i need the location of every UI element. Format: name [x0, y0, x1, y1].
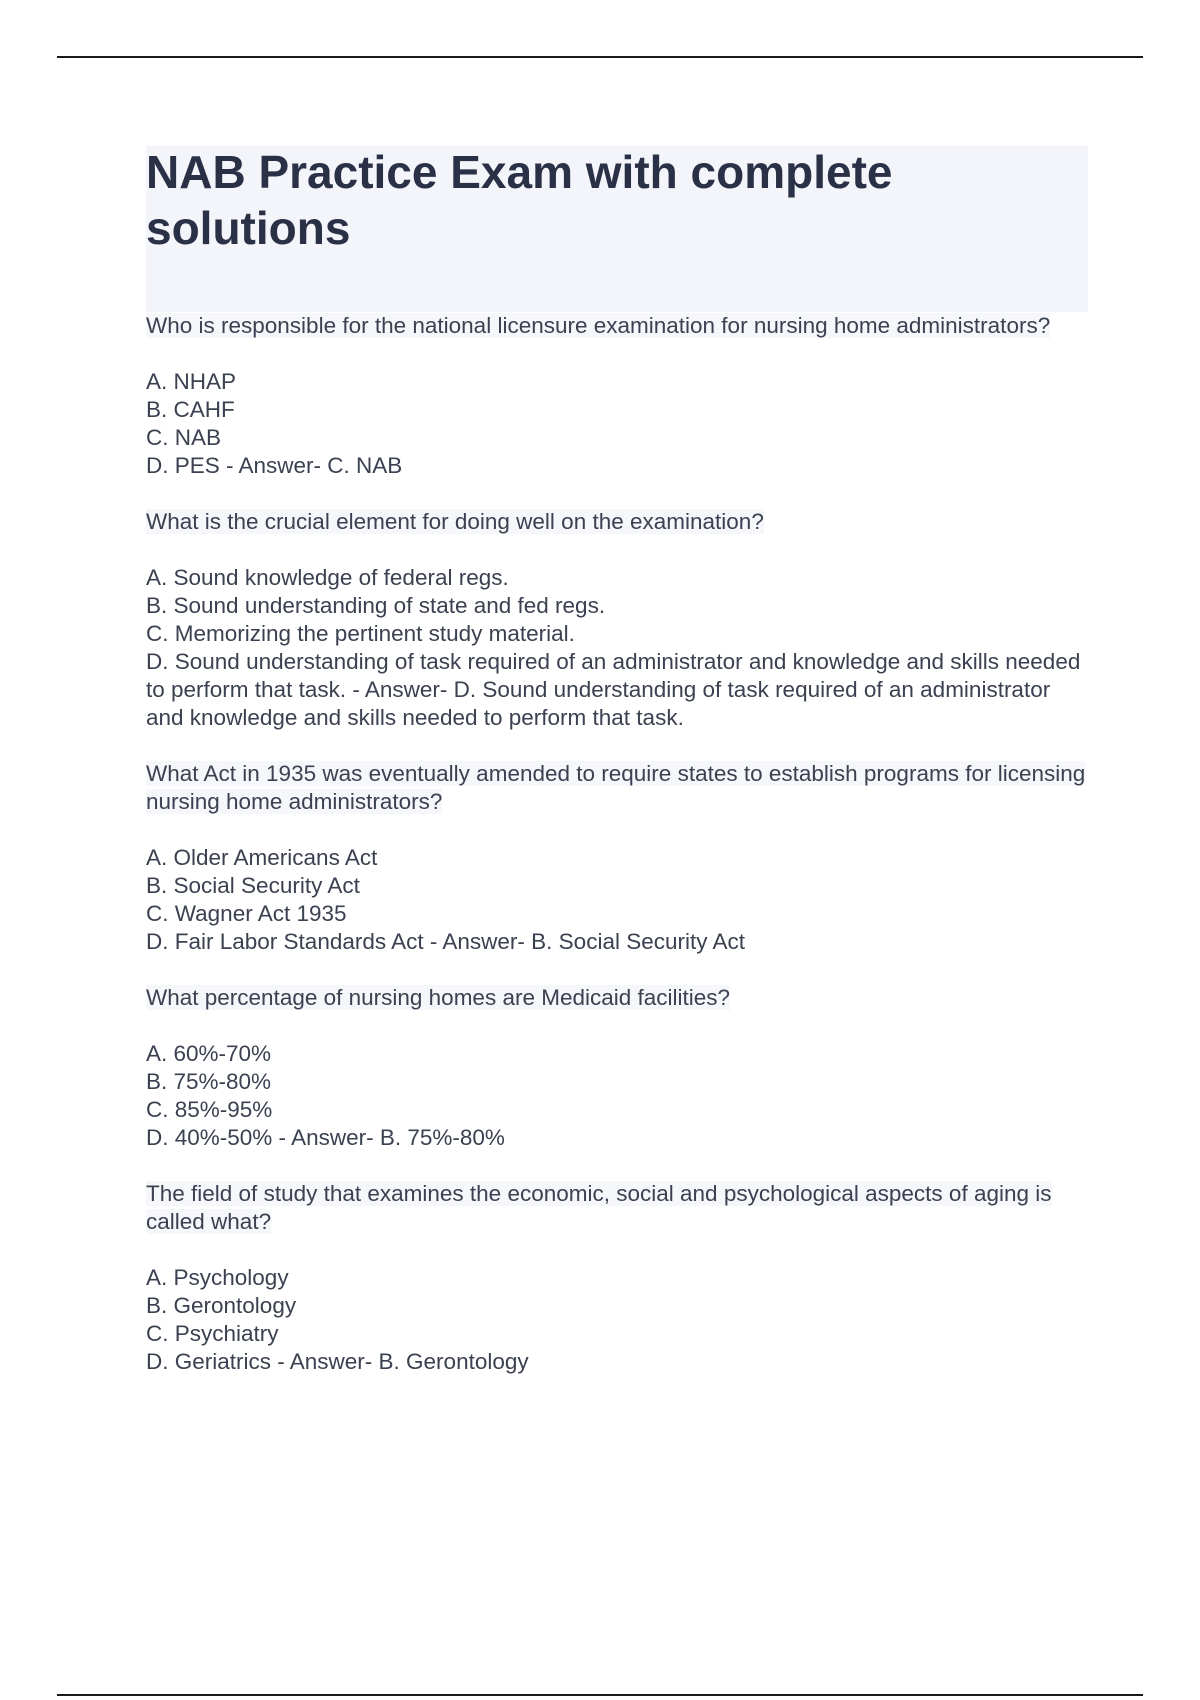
option: C. NAB: [146, 425, 222, 450]
question-1-text: Who is responsible for the national licensure examination for nursing home administrators?: [146, 313, 1051, 338]
option-with-answer: D. Geriatrics - Answer- B. Gerontology: [146, 1349, 529, 1374]
option: B. 75%-80%: [146, 1069, 272, 1094]
option-with-answer: D. PES - Answer- C. NAB: [146, 453, 403, 478]
bottom-rule: [57, 1694, 1143, 1696]
option: C. Memorizing the pertinent study material.: [146, 621, 575, 646]
question-5-text: The field of study that examines the economic, social and psychological aspects of aging is called what?: [146, 1181, 1052, 1234]
option: B. Social Security Act: [146, 873, 360, 898]
option: A. Older Americans Act: [146, 845, 378, 870]
option-with-answer: D. 40%-50% - Answer- B. 75%-80%: [146, 1125, 505, 1150]
question-2-options: [146, 564, 1086, 732]
question-1: [146, 312, 1086, 480]
question-5: [146, 1180, 1086, 1376]
option: A. Psychology: [146, 1265, 289, 1290]
question-3: [146, 760, 1086, 956]
option: A. NHAP: [146, 369, 237, 394]
option: C. Wagner Act 1935: [146, 901, 347, 926]
option: C. 85%-95%: [146, 1097, 273, 1122]
option: B. Sound understanding of state and fed regs.: [146, 593, 606, 618]
top-rule: [57, 56, 1143, 58]
option: C. Psychiatry: [146, 1321, 279, 1346]
option: A. Sound knowledge of federal regs.: [146, 565, 509, 590]
question-3-options: [146, 844, 1086, 956]
question-4-options: [146, 1040, 1086, 1152]
question-4: [146, 984, 1086, 1152]
option: B. CAHF: [146, 397, 235, 422]
question-5-options: [146, 1264, 1086, 1376]
question-1-options: [146, 368, 1086, 480]
option: A. 60%-70%: [146, 1041, 272, 1066]
option-with-answer: D. Sound understanding of task required of an administrator and knowledge and skills needed to perform that task. - Answer- D. Sound understanding of task required of an administrator and knowledge and skills needed to perform that task.: [146, 649, 1081, 730]
question-list: [146, 312, 1086, 1404]
option: B. Gerontology: [146, 1293, 297, 1318]
question-2-text: What is the crucial element for doing well on the examination?: [146, 509, 764, 534]
question-2: [146, 508, 1086, 732]
document-title: NAB Practice Exam with complete solutions: [146, 146, 893, 254]
question-4-text: What percentage of nursing homes are Medicaid facilities?: [146, 985, 731, 1010]
question-3-text: What Act in 1935 was eventually amended to require states to establish programs for licensing nursing home administrators?: [146, 761, 1086, 814]
option-with-answer: D. Fair Labor Standards Act - Answer- B. Social Security Act: [146, 929, 745, 954]
